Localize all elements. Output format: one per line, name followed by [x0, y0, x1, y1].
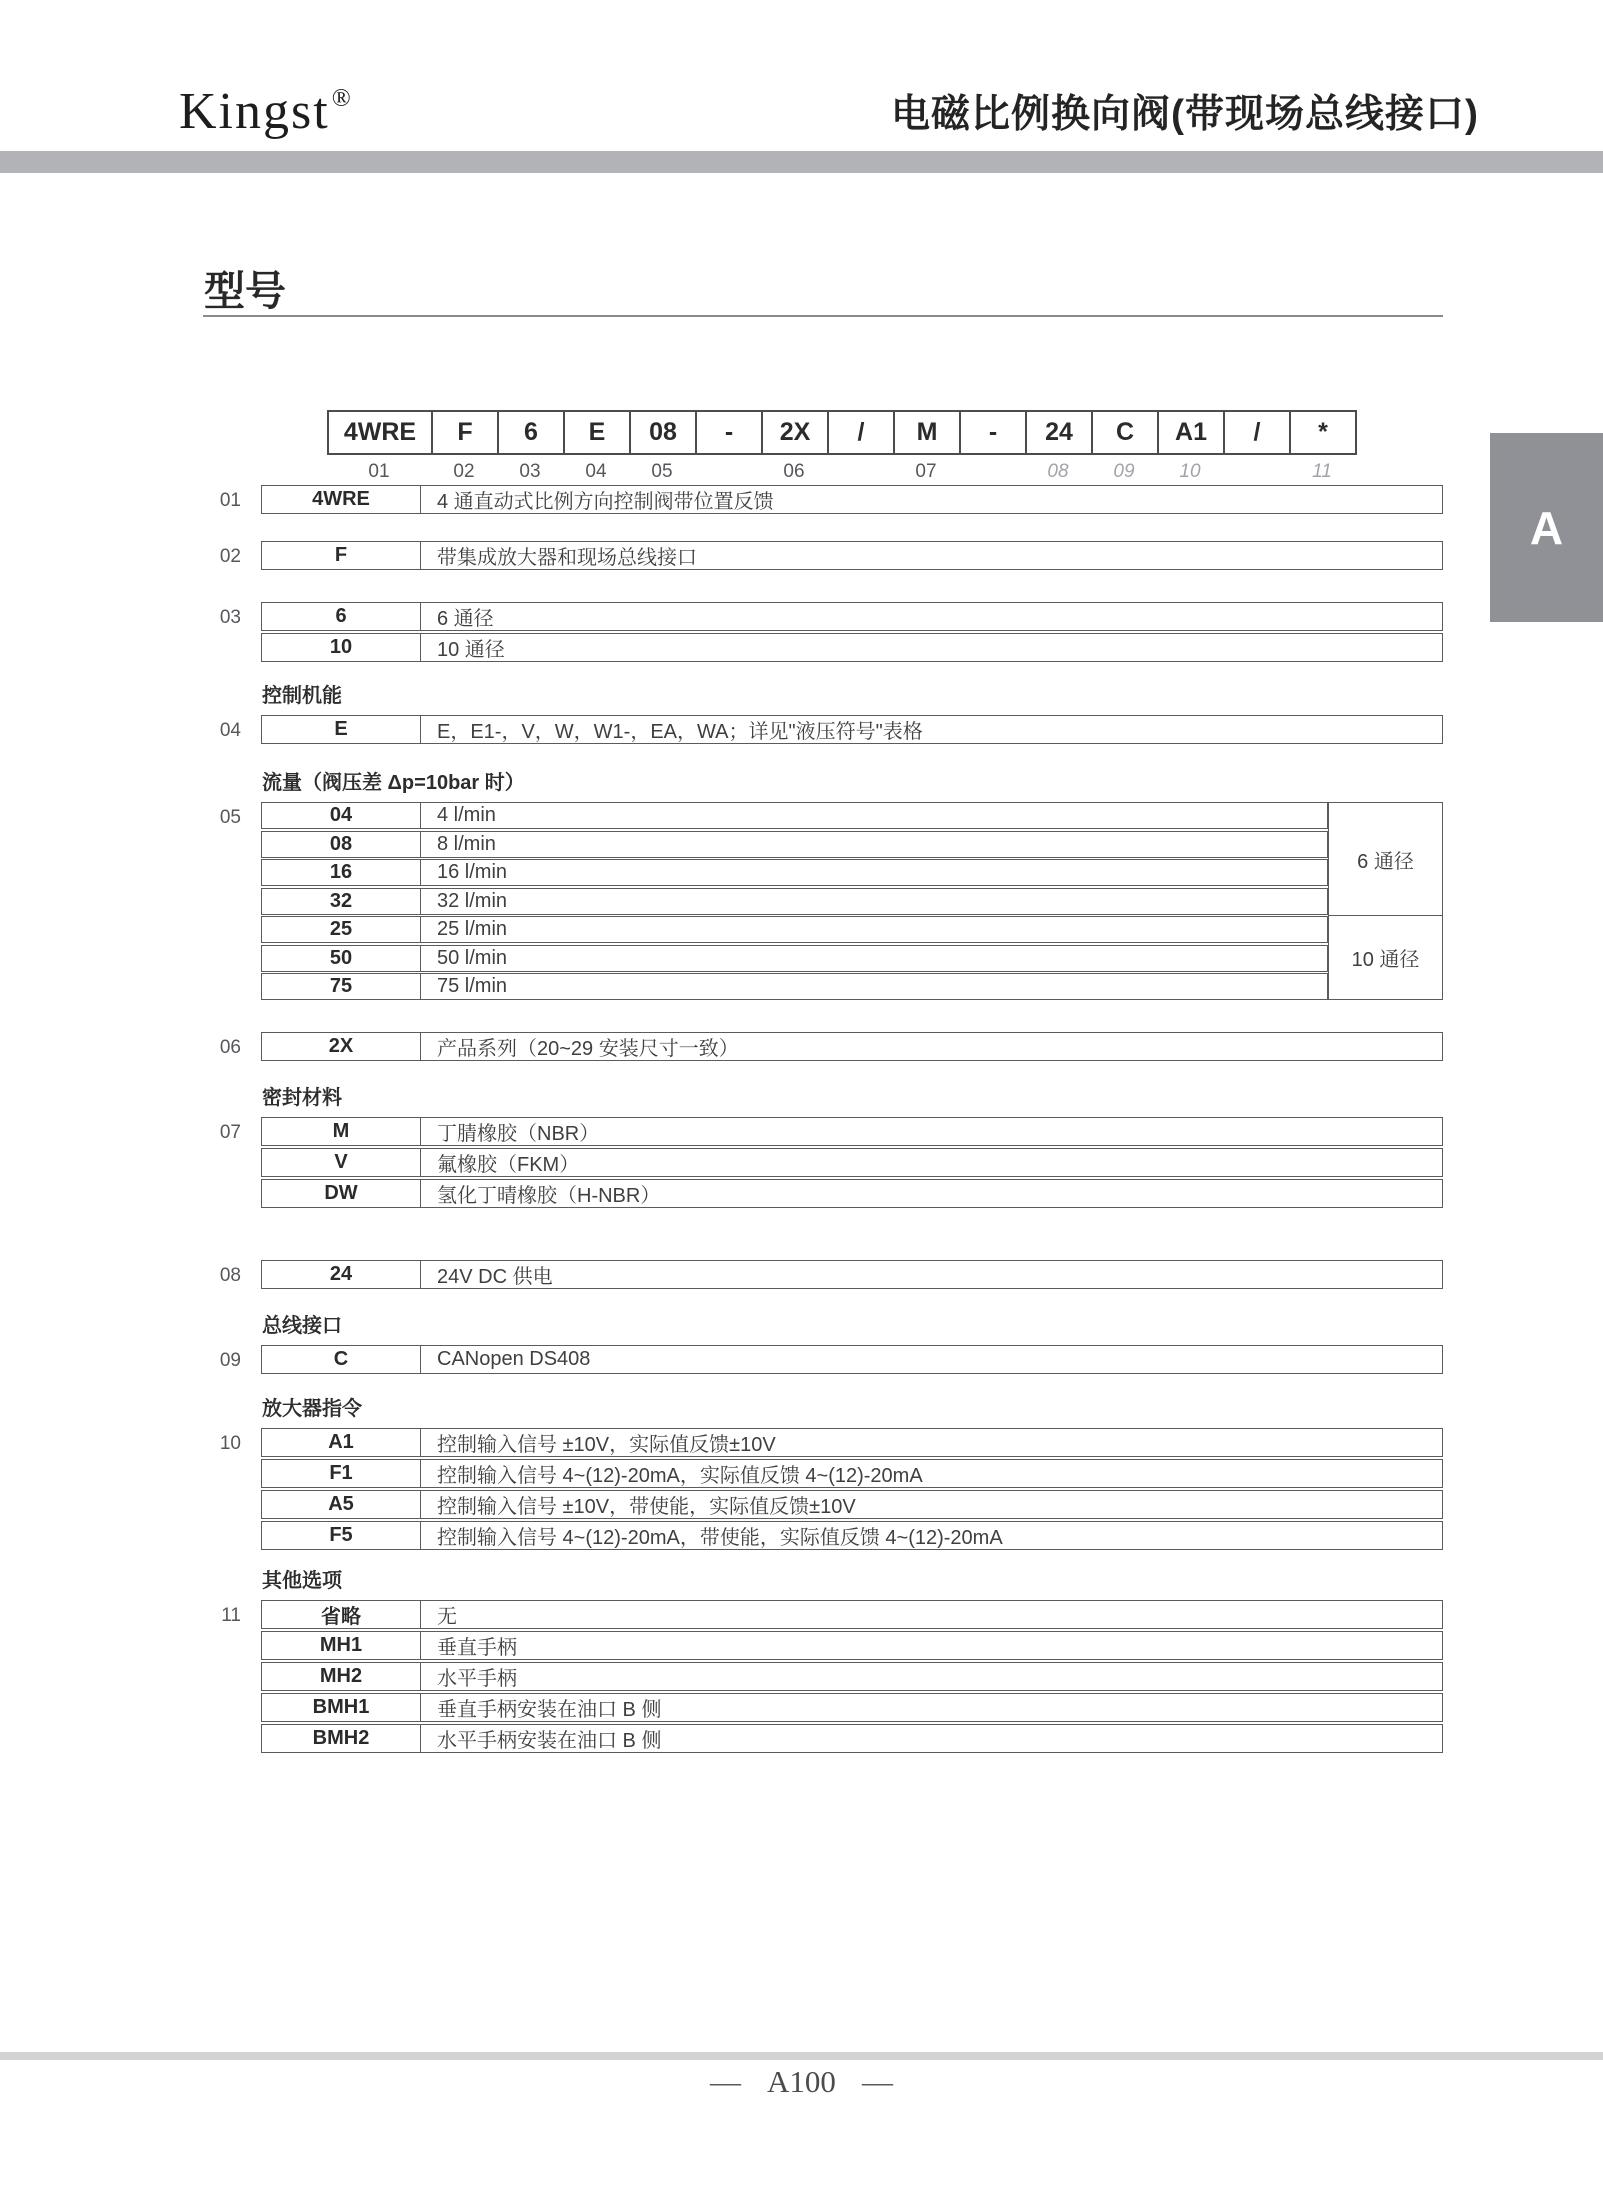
option-code: V: [262, 1149, 421, 1176]
option-row: [261, 916, 1328, 943]
option-code: BMH1: [262, 1694, 421, 1721]
option-code: F1: [262, 1460, 421, 1487]
page-number-dash: —: [861, 2064, 893, 2099]
model-code-cell: /: [827, 410, 895, 455]
option-desc: 6 通径: [437, 608, 494, 630]
option-code: 省略: [262, 1601, 421, 1628]
option-desc: 水平手柄: [437, 1668, 517, 1690]
option-desc: 控制输入信号 4~(12)-20mA，带使能，实际值反馈 4~(12)-20mA: [437, 1527, 1003, 1549]
option-row: [261, 602, 1443, 631]
model-code-table: [327, 410, 1357, 455]
model-code-cell: *: [1289, 410, 1357, 455]
page-number-dash: —: [710, 2064, 742, 2099]
option-code: A5: [262, 1491, 421, 1518]
option-row: [261, 1521, 1443, 1550]
position-label: 08: [1047, 461, 1069, 482]
option-desc: 带集成放大器和现场总线接口: [437, 547, 697, 569]
option-row: [261, 541, 1443, 570]
page-number: [0, 2064, 1603, 2100]
position-label: 07: [915, 461, 937, 482]
model-code-cell: -: [695, 410, 763, 455]
option-desc: 控制输入信号 4~(12)-20mA，实际值反馈 4~(12)-20mA: [437, 1465, 923, 1487]
position-number: 09: [219, 1350, 241, 1371]
option-row: [261, 831, 1328, 858]
option-row: [261, 485, 1443, 514]
code-position-group-02: [219, 541, 1443, 570]
model-code-cell: C: [1091, 410, 1159, 455]
chapter-tab-label: A: [1529, 501, 1564, 554]
chapter-tab: [1490, 433, 1603, 622]
position-label: 04: [585, 461, 607, 482]
option-row: [261, 633, 1443, 662]
valve-size-column: [1328, 802, 1443, 1000]
position-number: 07: [219, 1122, 241, 1143]
model-code-cell: A1: [1157, 410, 1225, 455]
model-code-cell: 24: [1025, 410, 1093, 455]
option-row: [261, 1428, 1443, 1457]
model-code-cell: F: [431, 410, 499, 455]
position-label: 02: [453, 461, 475, 482]
code-position-group-06: [219, 1032, 1443, 1061]
header-band: [0, 151, 1603, 173]
option-code: MH1: [262, 1632, 421, 1659]
option-row: [261, 1459, 1443, 1488]
option-row: [261, 1693, 1443, 1722]
position-label: 10: [1179, 461, 1201, 482]
code-position-group-07: [219, 1087, 1443, 1208]
code-position-group-10: [219, 1398, 1443, 1550]
option-code: 04: [262, 803, 421, 828]
position-label: [695, 461, 761, 483]
option-code: F5: [262, 1522, 421, 1549]
option-code: E: [262, 716, 421, 743]
option-row: [261, 945, 1328, 972]
section-title: 型号: [204, 268, 286, 314]
option-desc: 控制输入信号 ±10V，实际值反馈±10V: [437, 1434, 776, 1456]
option-code: 4WRE: [262, 486, 421, 513]
option-desc: 24V DC 供电: [437, 1266, 553, 1288]
option-code: 6: [262, 603, 421, 630]
position-label: 01: [368, 461, 390, 482]
model-code-position-labels: [327, 461, 1355, 483]
code-position-group-11: [221, 1570, 1443, 1753]
option-code: 24: [262, 1261, 421, 1288]
position-label: 05: [651, 461, 673, 482]
option-code: 32: [262, 889, 421, 914]
group-header: 总线接口: [262, 1315, 342, 1337]
footer-band: [0, 2052, 1603, 2060]
registered-trademark-icon: ®: [331, 85, 351, 112]
model-code-cell: 4WRE: [327, 410, 433, 455]
option-desc: E，E1-，V，W，W1-，EA，WA；详见"液压符号"表格: [437, 721, 923, 743]
position-label: 09: [1113, 461, 1135, 482]
page-title: 电磁比例换向阀(带现场总线接口): [891, 93, 1479, 136]
option-code: F: [262, 542, 421, 569]
position-number: 05: [219, 807, 241, 828]
position-label: [827, 461, 893, 483]
option-desc: 产品系列（20~29 安装尺寸一致）: [437, 1038, 739, 1060]
option-row: [261, 1724, 1443, 1753]
option-code: 50: [262, 946, 421, 971]
option-desc: 4 l/min: [437, 804, 496, 826]
option-desc: 垂直手柄: [437, 1637, 517, 1659]
option-row: [261, 1117, 1443, 1146]
option-code: DW: [262, 1180, 421, 1207]
option-code: BMH2: [262, 1725, 421, 1752]
model-code-cell: M: [893, 410, 961, 455]
position-number: 11: [221, 1605, 241, 1626]
position-label: 11: [1312, 461, 1332, 482]
option-desc: 25 l/min: [437, 918, 508, 940]
group-header: 流量（阀压差 Δp=10bar 时）: [262, 772, 525, 794]
position-number: 08: [219, 1265, 241, 1286]
option-row: [261, 973, 1328, 1000]
page-number-value: A100: [767, 2064, 836, 2099]
option-code: 16: [262, 860, 421, 885]
size-span-label: 10 通径: [1351, 949, 1420, 971]
option-desc: CANopen DS408: [437, 1348, 591, 1370]
option-code: 08: [262, 832, 421, 857]
position-number: 01: [219, 490, 241, 511]
option-code: 2X: [262, 1033, 421, 1060]
option-desc: 丁腈橡胶（NBR）: [437, 1123, 600, 1145]
code-position-group-01: [219, 485, 1443, 514]
option-row: [261, 1260, 1443, 1289]
position-number: 10: [219, 1433, 241, 1454]
option-desc: 75 l/min: [437, 975, 508, 997]
group-header: 放大器指令: [262, 1398, 362, 1420]
model-code-cell: /: [1223, 410, 1291, 455]
option-desc: 水平手柄安装在油口 B 侧: [437, 1730, 662, 1752]
option-code: C: [262, 1346, 421, 1373]
option-code: 25: [262, 917, 421, 942]
option-row: [261, 1345, 1443, 1374]
option-desc: 4 通直动式比例方向控制阀带位置反馈: [437, 491, 774, 513]
option-desc: 8 l/min: [437, 832, 496, 855]
option-desc: 无: [437, 1606, 457, 1628]
code-position-group-08: [219, 1260, 1443, 1289]
option-row: [261, 1631, 1443, 1660]
position-number: 03: [219, 607, 241, 628]
option-row: [261, 859, 1328, 886]
option-row: [261, 1662, 1443, 1691]
option-code: 75: [262, 974, 421, 999]
option-desc: 10 通径: [437, 639, 505, 661]
section-rule: [203, 315, 1443, 317]
position-label: 03: [519, 461, 541, 482]
option-desc: 垂直手柄安装在油口 B 侧: [437, 1699, 662, 1721]
model-code-cell: -: [959, 410, 1027, 455]
option-row: [261, 1032, 1443, 1061]
option-code: A1: [262, 1429, 421, 1456]
code-position-group-04: [219, 685, 1443, 744]
group-header: 控制机能: [262, 685, 342, 707]
option-row: [261, 715, 1443, 744]
option-desc: 控制输入信号 ±10V，带使能，实际值反馈±10V: [437, 1496, 856, 1518]
option-row: [261, 802, 1328, 829]
code-position-group-09: [219, 1315, 1443, 1374]
model-code-cell: 08: [629, 410, 697, 455]
option-desc: 氢化丁晴橡胶（H-NBR）: [437, 1185, 661, 1207]
group-header: 其他选项: [262, 1570, 342, 1592]
position-label: [1223, 461, 1289, 483]
code-position-group-03: [219, 602, 1443, 662]
position-label: [959, 461, 1025, 483]
option-desc: 16 l/min: [437, 861, 508, 883]
option-code: M: [262, 1118, 421, 1145]
option-desc: 氟橡胶（FKM）: [437, 1154, 580, 1176]
option-row: [261, 888, 1328, 915]
model-code-cell: E: [563, 410, 631, 455]
code-position-group-05: [219, 772, 1443, 1000]
option-row: [261, 1600, 1443, 1629]
brand-logo: [179, 83, 351, 140]
brand-logo-text: Kingst: [179, 83, 330, 140]
option-row: [261, 1148, 1443, 1177]
model-code-cell: 6: [497, 410, 565, 455]
option-row: [261, 1179, 1443, 1208]
model-code-cell: 2X: [761, 410, 829, 455]
position-number: 02: [219, 546, 241, 567]
group-header: 密封材料: [262, 1087, 342, 1109]
position-label: 06: [783, 461, 805, 482]
position-number: 06: [219, 1037, 241, 1058]
option-row: [261, 1490, 1443, 1519]
position-number: 04: [219, 720, 241, 741]
option-desc: 32 l/min: [437, 889, 508, 912]
option-code: 10: [262, 634, 421, 661]
option-desc: 50 l/min: [437, 946, 508, 969]
size-span-label: 6 通径: [1329, 803, 1442, 916]
option-code: MH2: [262, 1663, 421, 1690]
